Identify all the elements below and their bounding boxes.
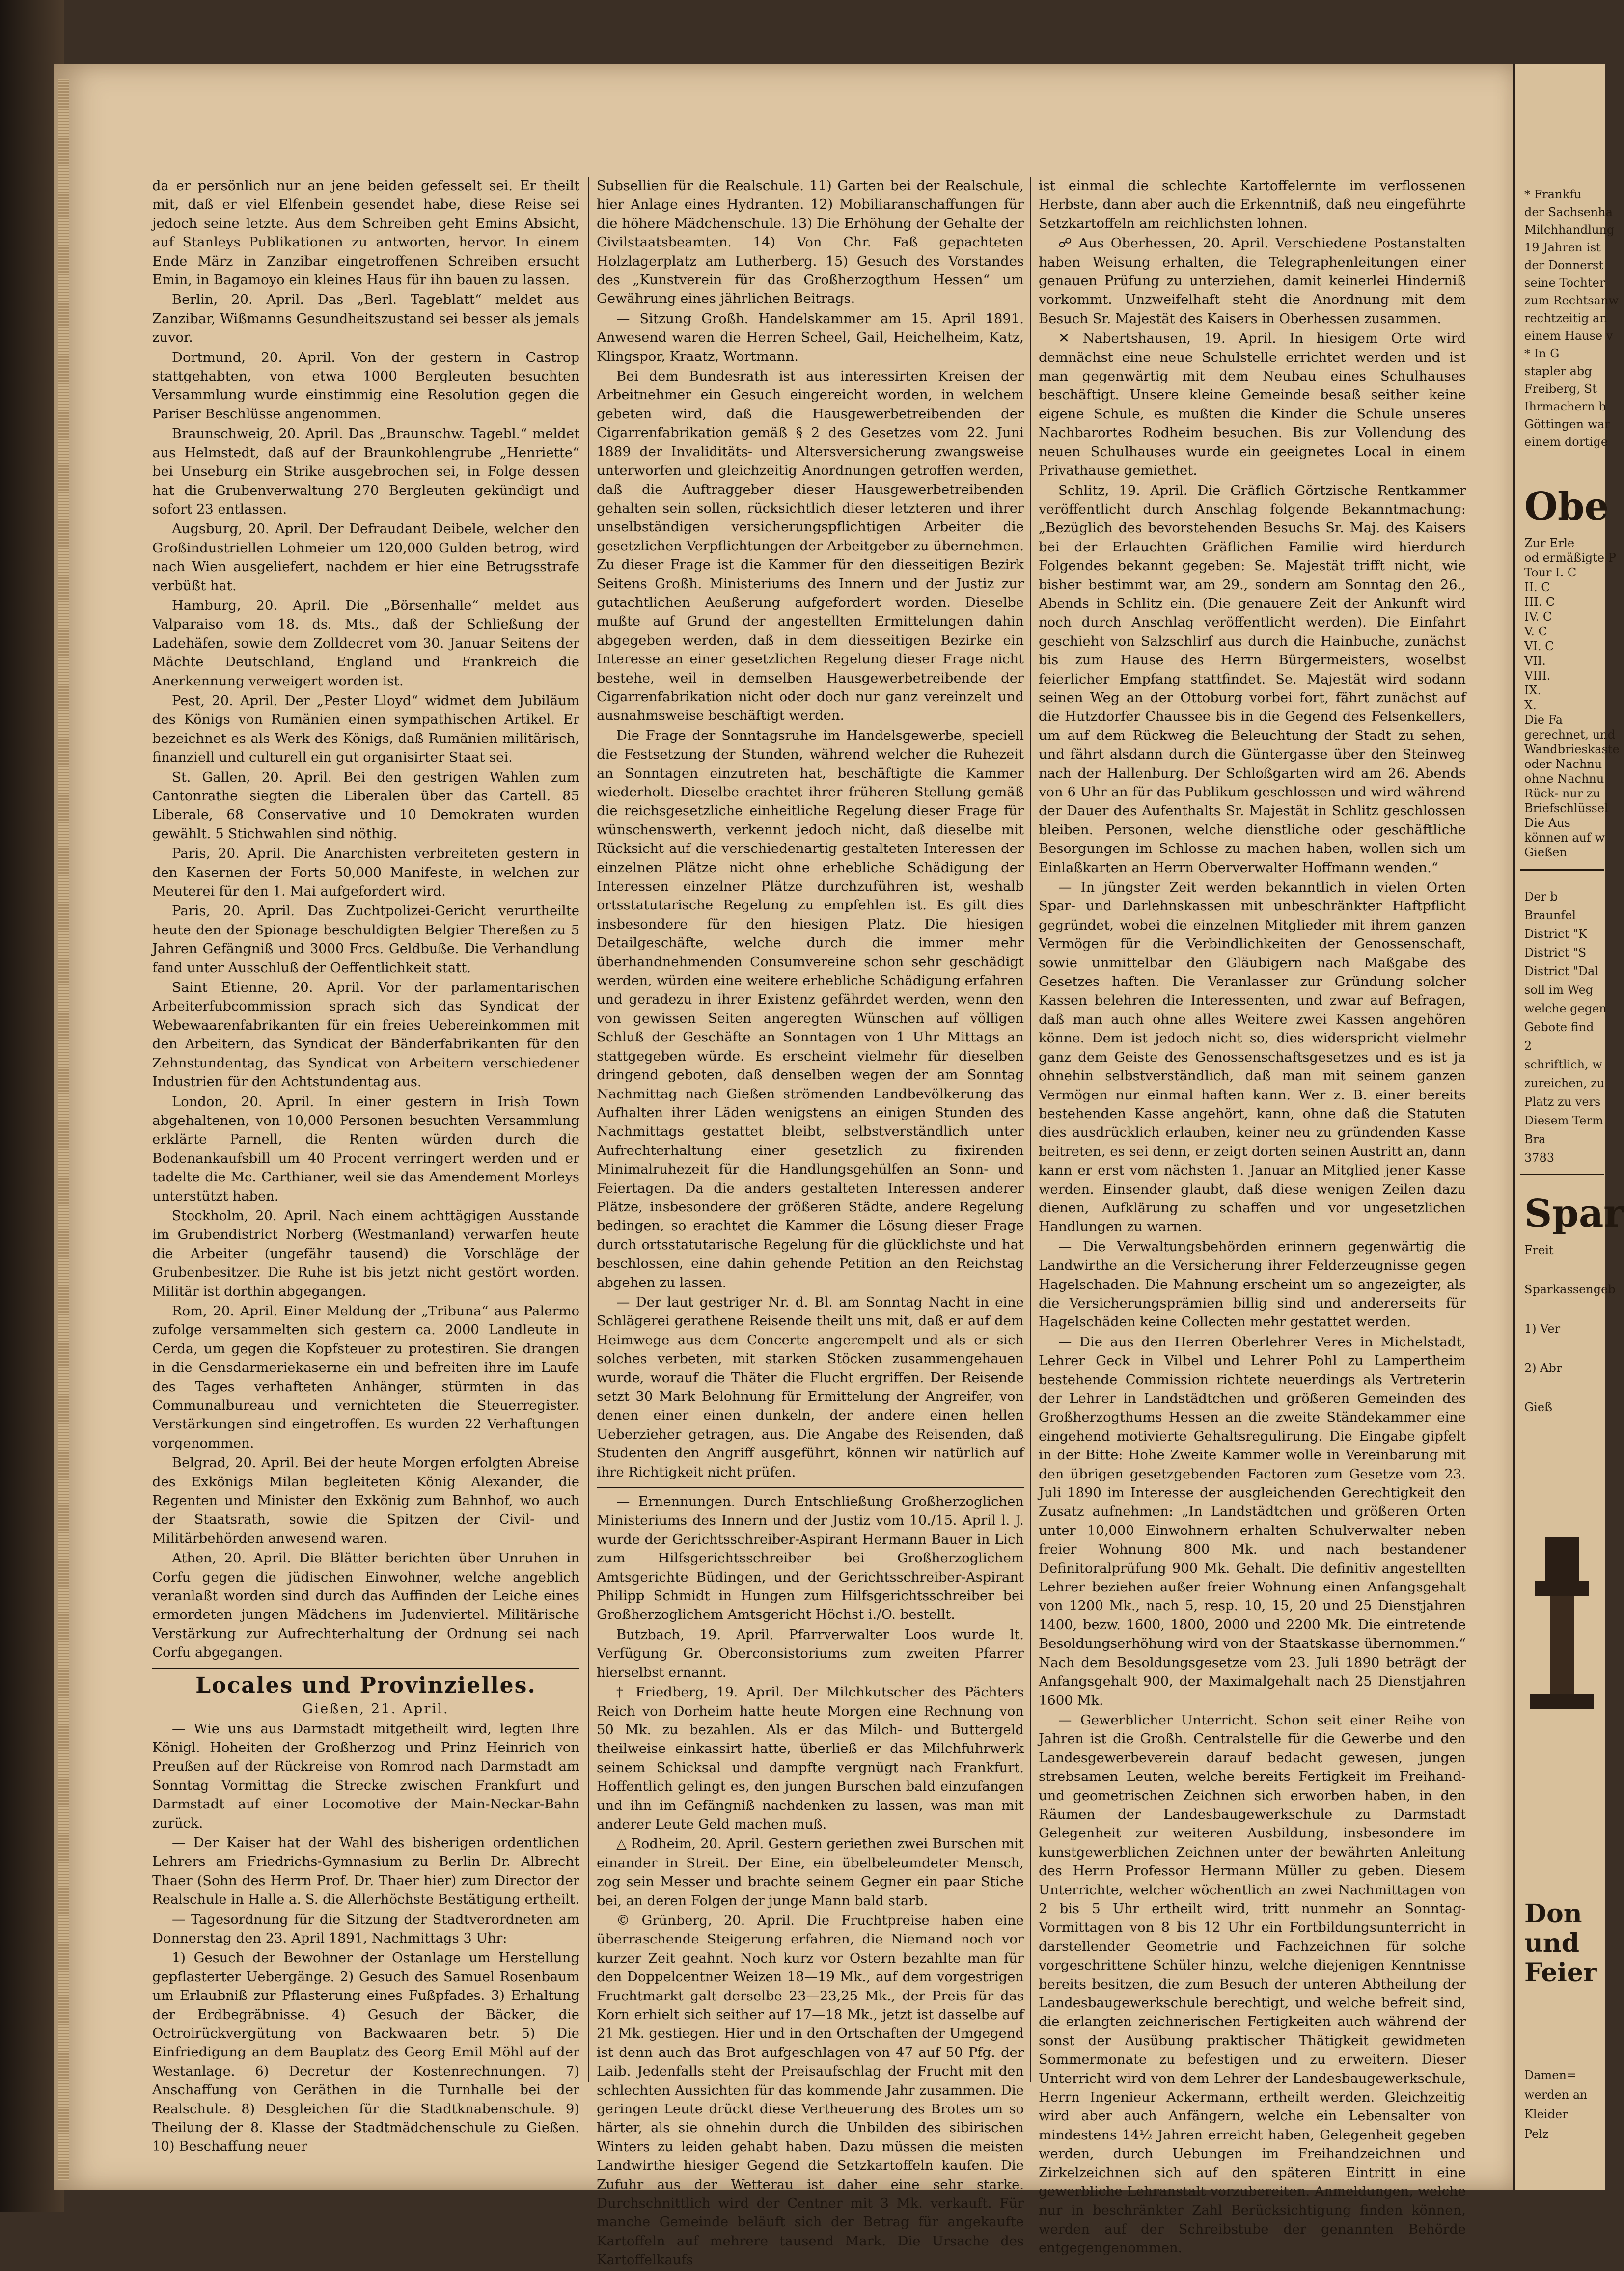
article-paragraph: — Der Kaiser hat der Wahl des bisherigen ordentlichen Lehrers am Friedrichs-Gymnasium zu Berlin Dr. Albrecht Thaer (Sohn des Herrn Prof. Dr. Thaer hier) zum Director der Realschule in Halle a. S. die Allerhöchste Bestätigung ertheilt. bbox=[152, 1835, 579, 1908]
next-page-text-line: III. C bbox=[1524, 595, 1555, 609]
section-heading: Locales und Provinzielles. bbox=[195, 1672, 536, 1698]
article-paragraph: Paris, 20. April. Die Anarchisten verbreiteten gestern in den Kasernen der Forts 50,000 Manifeste, in welchen zur Meuterei für den 1. Mai aufgefordert wird. bbox=[152, 846, 579, 900]
next-page-text-line: Der b bbox=[1524, 890, 1558, 903]
next-page-text-line: VIII. bbox=[1524, 669, 1551, 683]
article-paragraph: △ Rodheim, 20. April. Gestern geriethen zwei Burschen mit einander in Streit. Der Eine, ein übelbeleumdeter Mensch, zog sein Messer und brachte seinem Gegner ein paar Stiche bei, an deren Folgen der junge Mann bald starb. bbox=[597, 1836, 1024, 1909]
article-paragraph: Athen, 20. April. Die Blätter berichten über Unruhen in Corfu gegen die jüdischen Einwohner, welche angeblich veranlaßt worden sind durch das Auffinden der Leiche eines ermordeten jungen Mädchens im Judenviertel. Militärische Verstärkung zur Aufrechterhaltung der Ordnung sei nach Corfu abgegangen. bbox=[152, 1551, 579, 1661]
article-paragraph: da er persönlich nur an jene beiden gefesselt sei. Er theilt mit, daß er viel Elfenbein gesendet habe, diese Reise sei jedoch seine letzte. Aus dem Schreiben geht Emins Absicht, auf Stanleys Publikationen zu antworten, hervor. In einem Ende März in Zanzibar eingetroffenen Schreiben ersucht Emin, in Bagamoyo ein kleines Haus für ihn bauen zu lassen. bbox=[152, 178, 579, 288]
next-page-text-line: * In G bbox=[1524, 347, 1560, 360]
next-page-text-line: werden an bbox=[1524, 2088, 1588, 2102]
next-page-text-line: schriftlich, w bbox=[1524, 1058, 1602, 1071]
article-paragraph: Pest, 20. April. Der „Pester Lloyd“ widmet dem Jubiläum des Königs von Rumänien einen sympathischen Artikel. Er bezeichnet es als Werk des Königs, daß Rumänien militärisch, finanziell und culturell ein gut organisirter Staat sei. bbox=[152, 693, 579, 766]
next-page-text-line: Zur Erle bbox=[1524, 536, 1575, 550]
article-paragraph: 1) Gesuch der Bewohner der Ostanlage um Herstellung gepflasterter Uebergänge. 2) Gesuch des Samuel Rosenbaum um Erlaubniß zur Pflasterung eines Fußpfades. 3) Erhaltung der Erdbegräbnisse. 4) Gesuch der Bäcker, die Octroirückvergütung von Backwaaren betr. 5) Die Einfriedigung an dem Bauplatz des Georg Emil Möhl auf der Westanlage. 6) Decretur der Kostenrechnungen. 7) Anschaffung von Geräthen in die Turnhalle bei der Realschule. 8) Desgleichen für die Stadtknabenschule. 9) Theilung der 8. Klasse der Stadtmädchenschule zu Gießen. 10) Beschaffung neuer bbox=[152, 1950, 579, 2155]
next-page-rule bbox=[1520, 1174, 1604, 1175]
article-paragraph: ✕ Nabertshausen, 19. April. In hiesigem Orte wird demnächst eine neue Schulstelle errichtet werden und ist man gegenwärtig mit dem Neubau eines Schulhauses beschäftigt. Unsere kleine Gemeinde besaß seither keine eigene Schule, es mußten die Kinder die Schule unseres Nachbarortes Rodheim besuchen. Bis zur Vollendung des neuen Schulhauses wurde ein geeignetes Local in einem Privathause gemiethet. bbox=[1039, 331, 1466, 479]
next-page-text-line: seine Tochter bbox=[1524, 276, 1605, 290]
next-page-text-line: einem Hause v bbox=[1524, 329, 1613, 343]
next-page-text-line: Göttingen war bbox=[1524, 417, 1611, 431]
next-page-text-line: District "S bbox=[1524, 946, 1587, 959]
article-paragraph: Rom, 20. April. Einer Meldung der „Tribuna“ aus Palermo zufolge versammelten sich gestern ca. 2000 Landleute in Cerda, um gegen die Kopfsteuer zu protestiren. Sie drangen in die Gensdarmeriekaserne ein und befreiten ihre im Laufe des Tages verhafteten Anhänger, stürmten in das Communalbureau und vernichteten die Steuerregister. Verstärkungen sind eingetroffen. Es wurden 22 Verhaftungen vorgenommen. bbox=[152, 1303, 579, 1451]
article-paragraph: ist einmal die schlechte Kartoffelernte im verflossenen Herbste, dann aber auch die Erkenntniß, daß neu eingeführte Setzkartoffeln am reichlichsten lohnen. bbox=[1039, 178, 1466, 231]
next-page-text-line: zum Rechtsanw bbox=[1524, 294, 1619, 307]
next-page-text-line: X. bbox=[1524, 698, 1537, 712]
article-paragraph: Bei dem Bundesrath ist aus interessirten Kreisen der Arbeitnehmer ein Gesuch eingereicht worden, in welchem gebeten wird, daß die Hausgewerbetreibenden der Cigarrenfabrikation gemäß § 2 des Gesetzes vom 22. Juni 1889 der Invaliditäts- und Altersversicherung zwangsweise unterworfen und gleichzeitig Anordnungen getroffen werden, daß die Auftraggeber dieser Hausgewerbetreibenden gehalten sein sollen, rücksichtlich dieser letzteren und ihrer unselbständigen versicherungspflichtigen Arbeiter die gesetzlichen Verpflichtungen der Arbeitgeber zu übernehmen. Zu dieser Frage ist die Kammer für den diesseitigen Bezirk Seitens Großh. Ministeriums des Innern und der Justiz zur gutachtlichen Aeußerung aufgefordert worden. Dieselbe mußte auf Grund der angestellten Ermittelungen dahin abgegeben werden, daß in dem diesseitigen Bezirke ein Interesse an einer gesetzlichen Regelung dieser Frage nicht bestehe, weil in demselben Hausgewerbetreibende der Cigarrenfabrikation nicht oder doch nur ganz vereinzelt und ausnahmsweise beschäftigt werden. bbox=[597, 369, 1024, 724]
article-paragraph: — Ernennungen. Durch Entschließung Großherzoglichen Ministeriums des Innern und der Justiz vom 10./15. April l. J. wurde der Gerichtsschreiber-Aspirant Hermann Bauer in Lich zum Hilfsgerichtsschreiber bei Großherzoglichem Amtsgerichte Büdingen, und der Gerichtsschreiber-Aspirant Philipp Schmidt in Hungen zum Hilfsgerichtsschreiber bei Großherzoglichem Amtsgericht Höchst i./O. bestellt. bbox=[597, 1494, 1024, 1623]
next-page-text-line: 19 Jahren ist bbox=[1524, 241, 1601, 254]
article-paragraph: Schlitz, 19. April. Die Gräflich Görtzische Rentkammer veröffentlicht durch Anschlag folgende Bekanntmachung: „Bezüglich des bevorstehenden Besuchs Sr. Maj. des Kaisers bei der Erlauchten Gräflichen Familie wird hierdurch Folgendes bekannt gegeben: Se. Majestät trifft nicht, wie bisher bestimmt war, am 29., sondern am Sonntag den 26., Abends in Schlitz ein. (Die genauere Zeit der Ankunft wird noch durch Anschlag veröffentlicht werden). Die Einfahrt geschieht von Salzschlirf aus durch die Hainbuche, zunächst bis zum Hause des Herrn Bürgermeisters, woselbst feierlicher Empfang stattfindet. Se. Majestät wird sodann seinen Weg an der Ottoburg vorbei fort, fährt zunächst auf die Hutzdorfer Chaussee bis in die Gegend des Felsenkellers, um auf dem Rückweg die Beleuchtung der Stadt zu sehen, und fährt alsdann durch die Güntergasse über den Steinweg nach der Hallenburg. Der Schloßgarten wird am 26. Abends von 6 Uhr an für das Publikum geschlossen und wird während der Dauer des Aufenthalts Sr. Majestät in Schlitz geschlossen bleiben. Personen, welche dienstliche oder geschäftliche Besorgungen im Schlosse zu machen haben, wollen sich um Einlaßkarten an Herrn Oberverwalter Hoffmann wenden.“ bbox=[1039, 483, 1466, 876]
next-page-text-line: Gieß bbox=[1524, 1400, 1553, 1414]
next-page-text-line: Rück- nur zu bbox=[1524, 787, 1600, 800]
next-page-text-line: der Sachsenha bbox=[1524, 205, 1613, 219]
next-page-text-line: soll im Weg bbox=[1524, 983, 1594, 997]
next-page-text-line: VI. C bbox=[1524, 639, 1554, 653]
article-paragraph: Hamburg, 20. April. Die „Börsenhalle“ meldet aus Valparaiso vom 18. ds. Mts., daß der Schließung der Ladehäfen, sowie dem Zolldecret vom 30. Januar Seitens der Mächte Deutschland, England und Frankreich die Anerkennung verweigert worden ist. bbox=[152, 598, 579, 689]
next-page-text-line: ohne Nachnu bbox=[1524, 772, 1604, 786]
article-paragraph: Paris, 20. April. Das Zuchtpolizei-Gericht verurtheilte heute den der Spionage beschuldigten Belgier Thereßen zu 5 Jahren Gefängniß und 3000 Frcs. Geldbuße. Die Verhandlung fand unter Ausschluß der Oeffentlichkeit statt. bbox=[152, 903, 579, 976]
next-page-text-line: 2) Abr bbox=[1524, 1361, 1562, 1375]
next-page-text-line: District "K bbox=[1524, 927, 1587, 941]
next-page-text-line: Kleider bbox=[1524, 2107, 1568, 2121]
column-2 bbox=[597, 177, 1024, 2271]
next-page-text-line: Wandbrieskaste bbox=[1524, 742, 1620, 756]
next-page-text-line: Gießen bbox=[1524, 846, 1567, 859]
next-page-text-line: Diesem Term bbox=[1524, 1114, 1603, 1127]
column-divider bbox=[1030, 177, 1031, 2082]
column-1 bbox=[152, 177, 579, 2158]
article-paragraph: Die Frage der Sonntagsruhe im Handelsgewerbe, speciell die Festsetzung der Stunden, während welcher die Ruhezeit an Sonntagen einzutreten hat, beschäftigte die Kammer wiederholt. Dieselbe erachtet ihrer früheren Stellung gemäß die reichsgesetzliche einheitliche Regelung dieser Frage für wünschenswerth, verkennt jedoch nicht, daß dieselbe mit Rücksicht auf die verschiedenartig gestalteten Interessen der einzelnen Plätze nicht ohne erhebliche Schädigung der Interessen einzelner Plätze durchzuführen ist, weshalb ortsstatutarische Regelung zu empfehlen ist. Es gilt dies insbesondere für den hiesigen Platz. Die hiesigen Detailgeschäfte, welche durch die immer mehr überhandnehmenden Consumvereine schon sehr geschädigt werden, würden eine weitere erhebliche Schädigung erfahren und geradezu in ihrer Existenz gefährdet werden, wenn den von gewissen Seiten angeregten Wünschen auf völligen Schluß der Geschäfte an Sonntagen von 1 Uhr Mittags an stattgegeben würde. Es erscheint vielmehr für dieselben dringend geboten, daß denselben wegen der am Sonntag Nachmittag nach Gießen strömenden Landbevölkerung das Aufhalten ihrer Läden wenigstens an einigen Stunden des Nachmittags gestattet bleibt, selbstverständlich unter Aufrechterhaltung einer gesetzlich zu fixirenden Minimalruhezeit für die Handlungsgehülfen an Sonn- und Feiertagen. Da die anders gestalteten Interessen anderer Plätze, insbesondere der größeren Städte, andere Regelung bedingen, so erachtet die Kammer die Lösung dieser Frage durch ortsstatutarische Regelung für die glücklichste und hat beschlossen, eine dahin gehende Petition an den Reichstag abgehen zu lassen. bbox=[597, 728, 1024, 1290]
next-page-text-line: IX. bbox=[1524, 684, 1541, 697]
section-dateline: Gießen, 21. April. bbox=[302, 1701, 449, 1717]
next-page-heading: Feier bbox=[1524, 1958, 1597, 1988]
article-paragraph: — Der laut gestriger Nr. d. Bl. am Sonntag Nacht in eine Schlägerei gerathene Reisende theilt uns mit, daß er auf dem Heimwege aus dem Concerte angerempelt und als er sich solches verbeten, mit starken Stöcken zusammengehauen wurde, worauf die Thäter die Flucht ergriffen. Der Reisende setzt 30 Mark Belohnung für Ermittelung der Angreifer, von denen einer einen dunkeln, der andere einen hellen Ueberzieher getragen, aus. Die Angabe des Reisenden, daß Studenten den Angriff ausgeführt, können wir natürlich auf ihre Richtigkeit nicht prüfen. bbox=[597, 1294, 1024, 1480]
column-divider bbox=[588, 177, 589, 2082]
article-paragraph: Berlin, 20. April. Das „Berl. Tageblatt“ meldet aus Zanzibar, Wißmanns Gesundheitszustand sei besser als jemals zuvor. bbox=[152, 292, 579, 346]
next-page-text-line: VII. bbox=[1524, 654, 1546, 668]
article-paragraph: — Die Verwaltungsbehörden erinnern gegenwärtig die Landwirthe an die Versicherung ihrer Felderzeugnisse gegen Hagelschaden. Die Mahnung erscheint um so angezeigter, als die Versicherungsprämien billig sind und andererseits für Hagelschäden keine Collecten mehr gestattet werden. bbox=[1039, 1239, 1466, 1330]
next-page-text-line: 2 bbox=[1524, 1039, 1532, 1053]
next-page-text-line: 3783 bbox=[1524, 1151, 1555, 1165]
page-edge-stack bbox=[58, 79, 69, 2180]
next-page-text-line: oder Nachnu bbox=[1524, 757, 1602, 771]
section-rule bbox=[597, 1487, 1024, 1488]
next-page-edge bbox=[1513, 64, 1624, 2190]
next-page-text-line: Platz zu vers bbox=[1524, 1095, 1601, 1109]
next-page-text-line: stapler abg bbox=[1524, 364, 1592, 378]
article-paragraph: — Wie uns aus Darmstadt mitgetheilt wird, legten Ihre Königl. Hoheiten der Großherzog und Prinz Heinrich von Preußen auf der Rückreise von Romrod nach Darmstadt am Sonntag Vormittag die Strecke zwischen Frankfurt und Darmstadt auf einer Locomotive der Main-Neckar-Bahn zurück. bbox=[152, 1721, 579, 1831]
next-page-text-line: der Donnerst bbox=[1524, 258, 1603, 272]
article-paragraph: Saint Etienne, 20. April. Vor der parlamentarischen Arbeiterfubcommission sprach sich das Syndicat der Webewaarenfabrikanten für ein freies Uebereinkommen mit den Arbeitern, das Syndicat der Bänderfabrikanten für den Zehnstundentag, das Syndicat von Arbeitern verschiedener Industrien für den Achtstundentag aus. bbox=[152, 980, 579, 1090]
article-paragraph: — Gewerblicher Unterricht. Schon seit einer Reihe von Jahren ist die Großh. Centralstelle für die Gewerbe und den Landesgewerbeverein darauf bedacht gewesen, jungen strebsamen Leuten, welche bereits Fertigkeit im Freihand- und geometrischen Zeichnen sich erworben haben, in den Räumen der Landesbaugewerkschule zu Darmstadt Gelegenheit zur weiteren Ausbildung, insbesondere im kunstgewerblichen Zeichnen unter der bewährten Anleitung des Herrn Professor Hermann Müller zu geben. Diesem Unterrichte, welcher wöchentlich an zwei Nachmittagen von 2 bis 5 Uhr ertheilt wird, tritt nunmehr an Sonntag-Vormittagen von 8 bis 12 Uhr ein Fortbildungsunterricht in darstellender Geometrie und Fachzeichnen für solche vorgeschrittene Schüler hinzu, welche diejenigen Kenntnisse bereits besitzen, die zum Besuch der unteren Abtheilung der Landesbaugewerkschule berechtigt, und welche befreit sind, die erlangten zeichnerischen Fertigkeiten auch während der sonst der Ausübung praktischer Thätigkeit gewidmeten Sommermonate zu befestigen und zu erweitern. Dieser Unterricht wird von dem Lehrer der Landesbaugewerkschule, Herrn Ingenieur Ackermann, ertheilt werden. Gleichzeitig wird aber auch Anfängern, welche ein Lebensalter von mindestens 14½ Jahren erreicht haben, Gelegenheit gegeben werden, durch Uebungen im Freihandzeichnen und Zirkelzeichnen sich auf den späteren Eintritt in eine gewerbliche Lehranstalt vorzubereiten. Anmeldungen, welche nur in beschränkter Zahl Berücksichtigung finden können, werden auf der Schreibstube der genannten Behörde entgegengenommen. bbox=[1039, 1712, 1466, 2256]
next-page-text-line: Milchhandlung bbox=[1524, 223, 1615, 237]
next-page-illustration bbox=[1525, 1527, 1599, 1714]
column-3 bbox=[1039, 177, 1466, 2259]
next-page-text-line: 1) Ver bbox=[1524, 1322, 1561, 1336]
next-page-rule bbox=[1520, 869, 1604, 871]
article-paragraph: ☍ Aus Oberhessen, 20. April. Verschiedene Postanstalten haben Weisung erhalten, die Telegraphenleitungen einer genauen Prüfung zu unterziehen, damit keinerlei Hinderniß vorkommt. Unzweifelhaft steht die Anordnung mit dem Besuch Sr. Majestät des Kaisers in Oberhessen zusammen. bbox=[1039, 236, 1466, 327]
next-page-heading: Obe bbox=[1524, 484, 1609, 529]
next-page-text-line: Bra bbox=[1524, 1132, 1546, 1146]
next-page-text-line: Die Aus bbox=[1524, 816, 1570, 830]
article-paragraph: © Grünberg, 20. April. Die Fruchtpreise haben eine überraschende Steigerung erfahren, die Niemand noch vor kurzer Zeit geahnt. Noch kurz vor Ostern bezahlte man für den Doppelcentner Weizen 18—19 Mk., auf dem vorgestrigen Fruchtmarkt galt derselbe 23—23,25 Mk., der Preis für das Korn erhielt sich seither auf 17—18 Mk., jetzt ist dasselbe auf 21 Mk. gestiegen. Hier und in den Ortschaften der Umgegend ist denn auch das Brot aufgeschlagen von 47 auf 50 Pfg. der Laib. Jedenfalls steht der Preisaufschlag der Frucht mit den schlechten Aussichten für das kommende Jahr zusammen. Die geringen Leute drückt diese Vertheuerung des Brotes um so härter, als sie ohnehin durch die Unbilden des sibirischen Winters zu leiden gehabt haben. Dazu müssen die meisten Landwirthe hiesiger Gegend die Setzkartoffeln kaufen. Die Zufuhr aus der Wetterau ist daher eine sehr starke. Durchschnittlich wird der Centner mit 3 Mk. verkauft. Für manche Gemeinde beläuft sich der Betrag für angekaufte Kartoffeln auf mehrere tausend Mark. Die Ursache des Kartoffelkaufs bbox=[597, 1913, 1024, 2268]
next-page-text-line: Briefschlüssel bbox=[1524, 801, 1608, 815]
next-page-text-line: Freit bbox=[1524, 1243, 1554, 1257]
next-page-text-line: Die Fa bbox=[1524, 713, 1563, 727]
article-paragraph: — Die aus den Herren Oberlehrer Veres in Michelstadt, Lehrer Geck in Vilbel und Lehrer Pohl zu Lampertheim bestehende Commission richtete neuerdings als Vertreterin der Lehrer in Landstädtchen und größeren Gemeinden des Großherzogthums Hessen an die zweite Ständekammer eine eingehend motivierte Gehaltsregulirung. Die Eingabe gipfelt in der Bitte: Hohe Zweite Kammer wolle in Vereinbarung mit den übrigen gesetzgebenden Factoren zum Gesetze vom 23. Juli 1890 im Interesse der ausgleichenden Gerechtigkeit den Zusatz aufnehmen: „In Landstädtchen und größeren Orten unter 10,000 Einwohnern erhalten Schulverwalter neben freier Wohnung 800 Mk. und nach bestandener Definitoralprüfung 900 Mk. Gehalt. Die definitiv angestellten Lehrer beziehen außer freier Wohnung einen Anfangsgehalt von 1200 Mk., nach 5, resp. 10, 15, 20 und 25 Dienstjahren 1400, bezw. 1600, 1800, 2000 und 2200 Mk. Die eintretende Besoldungserhöhung wird von der Staatskasse übernommen.“ Nach dem Besoldungsgesetze vom 23. Juli 1890 beträgt der Anfangsgehalt 900, der Maximalgehalt nach 25 Dienstjahren 1600 Mk. bbox=[1039, 1334, 1466, 1708]
article-paragraph: — Tagesordnung für die Sitzung der Stadtverordneten am Donnerstag den 23. April 1891, Nachmittags 3 Uhr: bbox=[152, 1912, 579, 1946]
article-paragraph: Butzbach, 19. April. Pfarrverwalter Loos wurde lt. Verfügung Gr. Oberconsistoriums zum zweiten Pfarrer hierselbst ernannt. bbox=[597, 1627, 1024, 1680]
next-page-text-line: zureichen, zu bbox=[1524, 1076, 1605, 1090]
next-page-text-line: Gebote find bbox=[1524, 1020, 1594, 1034]
article-paragraph: Subsellien für die Realschule. 11) Garten bei der Realschule, hier Anlage eines Hydranten. 12) Mobiliaranschaffungen für die höhere Mädchenschule. 13) Die Erhöhung der Gehalte der Civilstaatsbeamten. 14) Von Chr. Faß gepachteten Holzlagerplatz am Lutherberg. 15) Gesuch des Vorstandes des „Kunstverein für das Großherzogthum Hessen“ um Gewährung eines jährlichen Beitrags. bbox=[597, 178, 1024, 307]
article-paragraph: Belgrad, 20. April. Bei der heute Morgen erfolgten Abreise des Exkönigs Milan begleiteten König Alexander, die Regenten und Minister den Exkönig zum Bahnhof, wo auch der Staatsrath, sowie die Spitzen der Civil- und Militärbehörden anwesend waren. bbox=[152, 1455, 579, 1546]
next-page-text-line: Ihrmachern b bbox=[1524, 400, 1606, 413]
next-page-text-line: können auf w bbox=[1524, 831, 1605, 845]
next-page-text-line: Sparkassengeb bbox=[1524, 1283, 1616, 1296]
next-page-text-line: Damen= bbox=[1524, 2068, 1577, 2082]
next-page-text-line: IV. C bbox=[1524, 610, 1552, 624]
next-page-text-line: Braunfel bbox=[1524, 908, 1576, 922]
next-page-text-line: * Frankfu bbox=[1524, 188, 1582, 201]
next-page-heading: Spar bbox=[1524, 1191, 1624, 1236]
next-page-heading: und bbox=[1524, 1928, 1579, 1958]
next-page-text-line: II. C bbox=[1524, 580, 1550, 594]
article-paragraph: St. Gallen, 20. April. Bei den gestrigen Wahlen zum Cantonrathe siegten die Liberalen über das Cartell. 85 Liberale, 68 Conservative und 10 Demokraten wurden gewählt. 5 Stichwahlen sind nöthig. bbox=[152, 769, 579, 842]
next-page-text-line: welche gegen bbox=[1524, 1002, 1607, 1015]
next-page-text-line: Tour I. C bbox=[1524, 566, 1577, 579]
next-page-text-line: rechtzeitig an bbox=[1524, 311, 1607, 325]
article-paragraph: — In jüngster Zeit werden bekanntlich in vielen Orten Spar- und Darlehnskassen mit unbeschränkter Haftpflicht gegründet, wobei die einzelnen Mitglieder mit ihrem ganzen Vermögen für die Verbindlichkeiten der Genossenschaft, sowie unmittelbar den Gläubigern nach Maßgabe des Gesetzes haften. Die Veranlasser zur Gründung solcher Kassen belehren die Interessenten, und zwar auf Befragen, daß man auch ohne alles Weitere zwei Kassen angehören könne. Dem ist jedoch nicht so, dies widerspricht vielmehr ganz dem Geiste des Genossenschaftsgesetzes und es ist ja ohnehin selbstverständlich, daß man mit seinem ganzen Vermögen nur einmal haften kann. Wer z. B. einer bereits bestehenden Kasse angehört, kann, ohne daß die Statuten dies ausdrücklich erlauben, keiner neu zu gründenden Kasse beitreten, es sei denn, er zeigt dorten seinen Austritt an, dann kann er erst vom nächsten 1. Januar an Mitglied jener Kasse werden. Einsender glaubt, daß diese wenigen Zeilen dazu dienen, Aufklärung zu schaffen und vor ungesetzlichen Handlungen zu warnen. bbox=[1039, 880, 1466, 1235]
article-paragraph: Braunschweig, 20. April. Das „Braunschw. Tagebl.“ meldet aus Helmstedt, daß auf der Braunkohlengrube „Henriette“ bei Unseburg ein Strike ausgebrochen sei, in Folge dessen hat die Grubenverwaltung 270 Bergleuten gekündigt und sofort 23 entlassen. bbox=[152, 426, 579, 517]
next-page-text-line: einem dortige bbox=[1524, 435, 1608, 449]
next-page-text-line: District "Dal bbox=[1524, 964, 1599, 978]
article-paragraph: Stockholm, 20. April. Nach einem achttägigen Ausstande im Grubendistrict Norberg (Westmanland) verwarfen heute die Arbeiter (ungefähr tausend) die Vorschläge der Grubenbesitzer. Die Ruhe ist bis jetzt nicht gestört worden. Militär ist dorthin abgegangen. bbox=[152, 1208, 579, 1299]
next-page-text-line: od ermäßigte P bbox=[1524, 551, 1616, 565]
article-paragraph: — Sitzung Großh. Handelskammer am 15. April 1891. Anwesend waren die Herren Scheel, Gail, Heichelheim, Katz, Klingspor, Kraatz, Wortmann. bbox=[597, 311, 1024, 364]
article-paragraph: London, 20. April. In einer gestern in Irish Town abgehaltenen, von 10,000 Personen besuchten Versammlung erklärte Parnell, die Renten würden durch die Bodenankaufsbill um 40 Procent verringert werden und er tadelte die Mc. Carthianer, weil sie das Amendement Morleys unterstützt haben. bbox=[152, 1094, 579, 1204]
article-paragraph: † Friedberg, 19. April. Der Milchkutscher des Pächters Reich von Dorheim hatte heute Morgen eine Rechnung von 50 Mk. zu bezahlen. Als er das Milch- und Buttergeld theilweise einkassirt hatte, überließ er das Milchfuhrwerk seinem Schicksal und dampfte vergnügt nach Frankfurt. Hoffentlich gelingt es, den jungen Burschen bald einzufangen und ihn im Gefängniß nachdenken zu lassen, was man mit anderer Leute Geld machen muß. bbox=[597, 1685, 1024, 1832]
next-page-text-line: V. C bbox=[1524, 625, 1547, 638]
next-page-text-line: gerechnet, und bbox=[1524, 728, 1615, 741]
section-rule bbox=[152, 1668, 579, 1669]
next-page-heading: Don bbox=[1524, 1899, 1582, 1929]
next-page-text-line: Freiberg, St bbox=[1524, 382, 1597, 396]
next-page-text-line: Pelz bbox=[1524, 2127, 1549, 2141]
article-paragraph: Dortmund, 20. April. Von der gestern in Castrop stattgehabten, von etwa 1000 Bergleuten besuchten Versammlung wurde einstimmig eine Resolution gegen die Pariser Beschlüsse angenommen. bbox=[152, 350, 579, 422]
article-paragraph: Augsburg, 20. April. Der Defraudant Deibele, welcher den Großindustriellen Lohmeier um 120,000 Gulden betrog, wird nach Wien ausgeliefert, nachdem er hier eine Betrugsstrafe verbüßt hat. bbox=[152, 521, 579, 594]
